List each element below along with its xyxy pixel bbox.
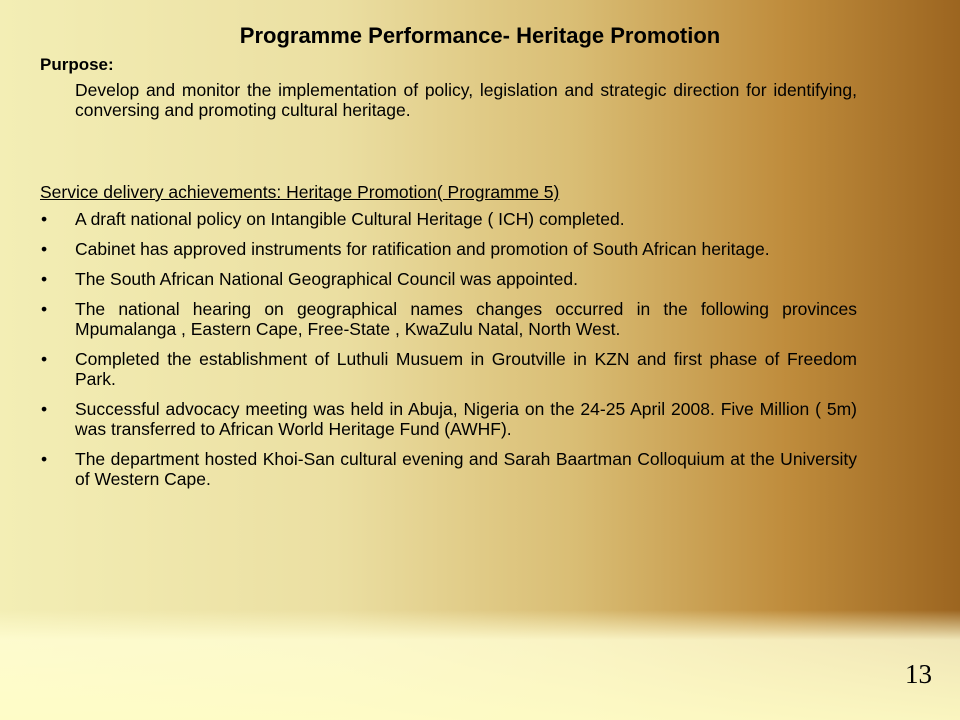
list-item: • The national hearing on geographical names changes occurred in the following provinces Mpumalanga , Eastern Cape, Free-State , KwaZulu Natal, North West. xyxy=(40,299,857,339)
list-item: • The South African National Geographical Council was appointed. xyxy=(40,269,857,289)
purpose-label: Purpose: xyxy=(40,55,114,74)
list-item: • A draft national policy on Intangible Cultural Heritage ( ICH) completed. xyxy=(40,209,857,229)
section-heading: Service delivery achievements: Heritage Promotion( Programme 5) xyxy=(40,182,560,202)
list-item: • The department hosted Khoi-San cultural evening and Sarah Baartman Colloquium at the University of Western Cape. xyxy=(40,449,857,489)
slide-title: Programme Performance- Heritage Promotion xyxy=(239,23,721,48)
page-number: 13 xyxy=(905,659,932,689)
purpose-text: Develop and monitor the implementation of policy, legislation and strategic direction for identifying, conversing and promoting cultural heritage. xyxy=(75,80,857,120)
list-item: • Completed the establishment of Luthuli Musuem in Groutville in KZN and first phase of Freedom Park. xyxy=(40,349,857,389)
list-item: • Cabinet has approved instruments for ratification and promotion of South African heritage. xyxy=(40,239,857,259)
list-item: • Successful advocacy meeting was held in Abuja, Nigeria on the 24-25 April 2008. Five Million ( 5m) was transferred to African World Heritage Fund (AWHF). xyxy=(40,399,857,439)
achievements-list xyxy=(40,209,857,499)
